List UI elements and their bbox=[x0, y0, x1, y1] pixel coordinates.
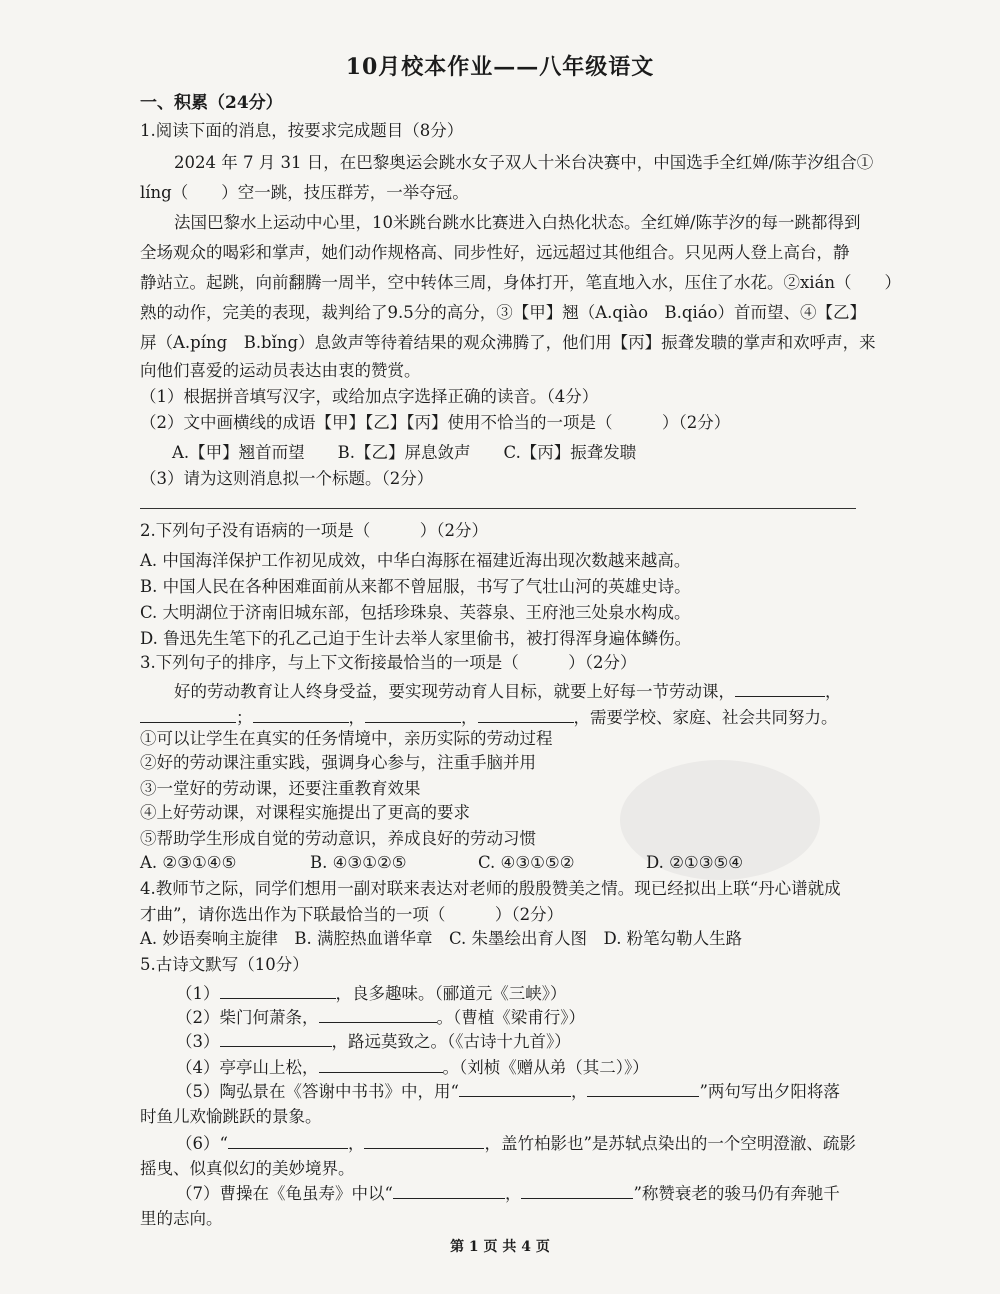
q5-item-label: （2）柴门何萧条， bbox=[176, 1008, 319, 1027]
q5-item-5-cont: 时鱼儿欢愉跳跃的景象。 bbox=[140, 1107, 322, 1126]
q3-heading: 3.下列句子的排序，与上下文衔接最恰当的一项是（ ）（2分） bbox=[140, 653, 637, 672]
q1-para2-line3: 静站立。起跳，向前翻腾一周半，空中转体三周，身体打开，笔直地入水，压住了水花。②xián（ ） bbox=[140, 273, 902, 292]
q1-sub3: （3）请为这则消息拟一个标题。（2分） bbox=[140, 469, 434, 488]
q1-para1-line1: 2024 年 7 月 31 日，在巴黎奥运会跳水女子双人十米台决赛中，中国选手全红婵/陈芋汐组合① bbox=[174, 153, 874, 172]
q1-para2-line4: 熟的动作，完美的表现，裁判给了9.5分的高分，③【甲】翘（A.qiào B.qiáo）首而望、④【乙】 bbox=[140, 303, 866, 322]
q3-passage-tail: ，需要学校、家庭、社会共同努力。 bbox=[573, 708, 838, 727]
q5-item-text: ”两句写出夕阳将落 bbox=[699, 1082, 840, 1101]
q2-option-c: C. 大明湖位于济南旧城东部，包括珍珠泉、芙蓉泉、王府池三处泉水构成。 bbox=[140, 603, 691, 622]
q3-passage-line2: ； ， ， ，需要学校、家庭、社会共同努力。 bbox=[140, 706, 838, 729]
q5-item-4 bbox=[176, 1056, 649, 1079]
q3-option-b: B. ④③①②⑤ bbox=[310, 853, 407, 872]
q4-line2: 才曲”，请你选出作为下联最恰当的一项（ ）（2分） bbox=[140, 905, 564, 924]
q1-para2-line5: 屏（A.píng B.bǐng）息敛声等待着结果的观众沸腾了，他们用【丙】振聋发聩的掌声和欢呼声，来 bbox=[140, 333, 876, 352]
q5-item-7-cont: 里的志向。 bbox=[140, 1209, 223, 1228]
q3-sentence-1: ①可以让学生在真实的任务情境中，亲历实际的劳动过程 bbox=[140, 729, 553, 748]
answer-blank[interactable] bbox=[735, 680, 825, 697]
q5-item-3 bbox=[176, 1030, 571, 1053]
answer-blank[interactable] bbox=[319, 1056, 443, 1073]
q3-option-d: D. ②①③⑤④ bbox=[646, 853, 744, 872]
q1-para2-line6: 向他们喜爱的运动员表达由衷的赞赏。 bbox=[140, 361, 421, 380]
q5-item-2 bbox=[176, 1006, 585, 1029]
answer-blank[interactable] bbox=[521, 1182, 633, 1199]
q5-item-label: （1） bbox=[176, 984, 220, 1003]
q3-sentence-4: ④上好劳动课，对课程实施提出了更高的要求 bbox=[140, 803, 470, 822]
q1-para2-line2: 全场观众的喝彩和掌声，她们动作规格高、同步性好，远远超过其他组合。只见两人登上高台，静 bbox=[140, 243, 850, 262]
answer-blank[interactable] bbox=[228, 1132, 348, 1149]
q5-item-7: （7）曹操在《龟虽寿》中以“ ， ”称赞衰老的骏马仍有奔驰千 bbox=[176, 1184, 840, 1203]
answer-blank[interactable] bbox=[220, 982, 336, 999]
section-heading: 一、积累（24分） bbox=[140, 93, 283, 113]
q5-item-text: 。（曹植《梁甫行》） bbox=[436, 1008, 585, 1027]
q4-options: A. 妙语奏响主旋律 B. 满腔热血谱华章 C. 朱墨绘出育人图 D. 粉笔勾勒人生路 bbox=[140, 929, 743, 948]
q3-sentence-5: ⑤帮助学生形成自觉的劳动意识，养成良好的劳动习惯 bbox=[140, 829, 536, 848]
q5-item-label: （4）亭亭山上松， bbox=[176, 1058, 319, 1077]
q1-sub2-options: A.【甲】翘首而望 B.【乙】屏息敛声 C.【丙】振聋发聩 bbox=[172, 443, 637, 462]
q2-option-d: D. 鲁迅先生笔下的孔乙己迫于生计去举人家里偷书，被打得浑身遍体鳞伤。 bbox=[140, 629, 692, 648]
q5-item-text: ，盖竹柏影也”是苏轼点染出的一个空明澄澈、疏影 bbox=[484, 1134, 856, 1153]
answer-blank[interactable] bbox=[319, 1006, 437, 1023]
q1-para1-line2: líng（ ）空一跳，技压群芳，一举夺冠。 bbox=[140, 183, 469, 202]
q1-para2-line1: 法国巴黎水上运动中心里，10米跳台跳水比赛进入白热化状态。全红婵/陈芋汐的每一跳都得到 bbox=[174, 213, 861, 232]
answer-blank[interactable] bbox=[478, 706, 574, 723]
page-footer: 第 1 页 共 4 页 bbox=[450, 1239, 550, 1255]
answer-blank[interactable] bbox=[459, 1080, 571, 1097]
q1-sub2: （2）文中画横线的成语【甲】【乙】【丙】使用不恰当的一项是（ ）（2分） bbox=[140, 413, 731, 432]
answer-line[interactable] bbox=[140, 508, 856, 509]
page-title: 10月校本作业——八年级语文 bbox=[345, 54, 655, 80]
q3-sentence-3: ③一堂好的劳动课，还要注重教育效果 bbox=[140, 779, 421, 798]
q3-sentence-2: ②好的劳动课注重实践，强调身心参与，注重手脑并用 bbox=[140, 753, 536, 772]
q5-item-label: （6）“ bbox=[176, 1134, 228, 1153]
q5-item-text: 。（刘桢《赠从弟（其二）》） bbox=[442, 1058, 649, 1077]
q5-item-text: ，良多趣味。（郦道元《三峡》） bbox=[335, 984, 567, 1003]
q1-heading: 1.阅读下面的消息，按要求完成题目（8分） bbox=[140, 121, 464, 140]
q5-item-label: （7）曹操在《龟虽寿》中以“ bbox=[176, 1184, 393, 1203]
q4-line1: 4.教师节之际，同学们想用一副对联来表达对老师的殷殷赞美之情。现已经拟出上联“丹心谱就成 bbox=[140, 879, 841, 898]
q2-heading: 2.下列句子没有语病的一项是（ ）（2分） bbox=[140, 521, 488, 540]
q5-item-text: ，路远莫致之。（《古诗十九首》） bbox=[331, 1032, 571, 1051]
q1-sub1: （1）根据拼音填写汉字，或给加点字选择正确的读音。（4分） bbox=[140, 387, 599, 406]
q5-item-label: （3） bbox=[176, 1032, 220, 1051]
q5-item-5: （5）陶弘景在《答谢中书书》中，用“ ， ”两句写出夕阳将落 bbox=[176, 1082, 840, 1101]
q5-item-label: （5）陶弘景在《答谢中书书》中，用“ bbox=[176, 1082, 459, 1101]
answer-blank[interactable] bbox=[365, 706, 461, 723]
q5-item-6-cont: 摇曳、似真似幻的美妙境界。 bbox=[140, 1159, 355, 1178]
q3-passage-line1: 好的劳动教育让人终身受益，要实现劳动育人目标，就要上好每一节劳动课， ， bbox=[174, 682, 842, 701]
q5-heading: 5.古诗文默写（10分） bbox=[140, 955, 309, 974]
answer-blank[interactable] bbox=[364, 1132, 484, 1149]
answer-blank[interactable] bbox=[587, 1080, 699, 1097]
q3-passage-text: 好的劳动教育让人终身受益，要实现劳动育人目标，就要上好每一节劳动课， bbox=[174, 682, 735, 701]
answer-blank[interactable] bbox=[140, 706, 236, 723]
q3-option-a: A. ②③①④⑤ bbox=[140, 853, 237, 872]
answer-blank[interactable] bbox=[253, 706, 349, 723]
answer-blank[interactable] bbox=[220, 1030, 332, 1047]
q5-item-6: （6）“ ， ，盖竹柏影也”是苏轼点染出的一个空明澄澈、疏影 bbox=[176, 1134, 856, 1153]
answer-blank[interactable] bbox=[393, 1182, 505, 1199]
q2-option-a: A. 中国海洋保护工作初见成效，中华白海豚在福建近海出现次数越来越高。 bbox=[140, 551, 691, 570]
q5-item-1 bbox=[176, 982, 567, 1005]
q5-item-text: ”称赞衰老的骏马仍有奔驰千 bbox=[633, 1184, 840, 1203]
q2-option-b: B. 中国人民在各种困难面前从来都不曾屈服，书写了气壮山河的英雄史诗。 bbox=[140, 577, 691, 596]
q3-option-c: C. ④③①⑤② bbox=[478, 853, 575, 872]
